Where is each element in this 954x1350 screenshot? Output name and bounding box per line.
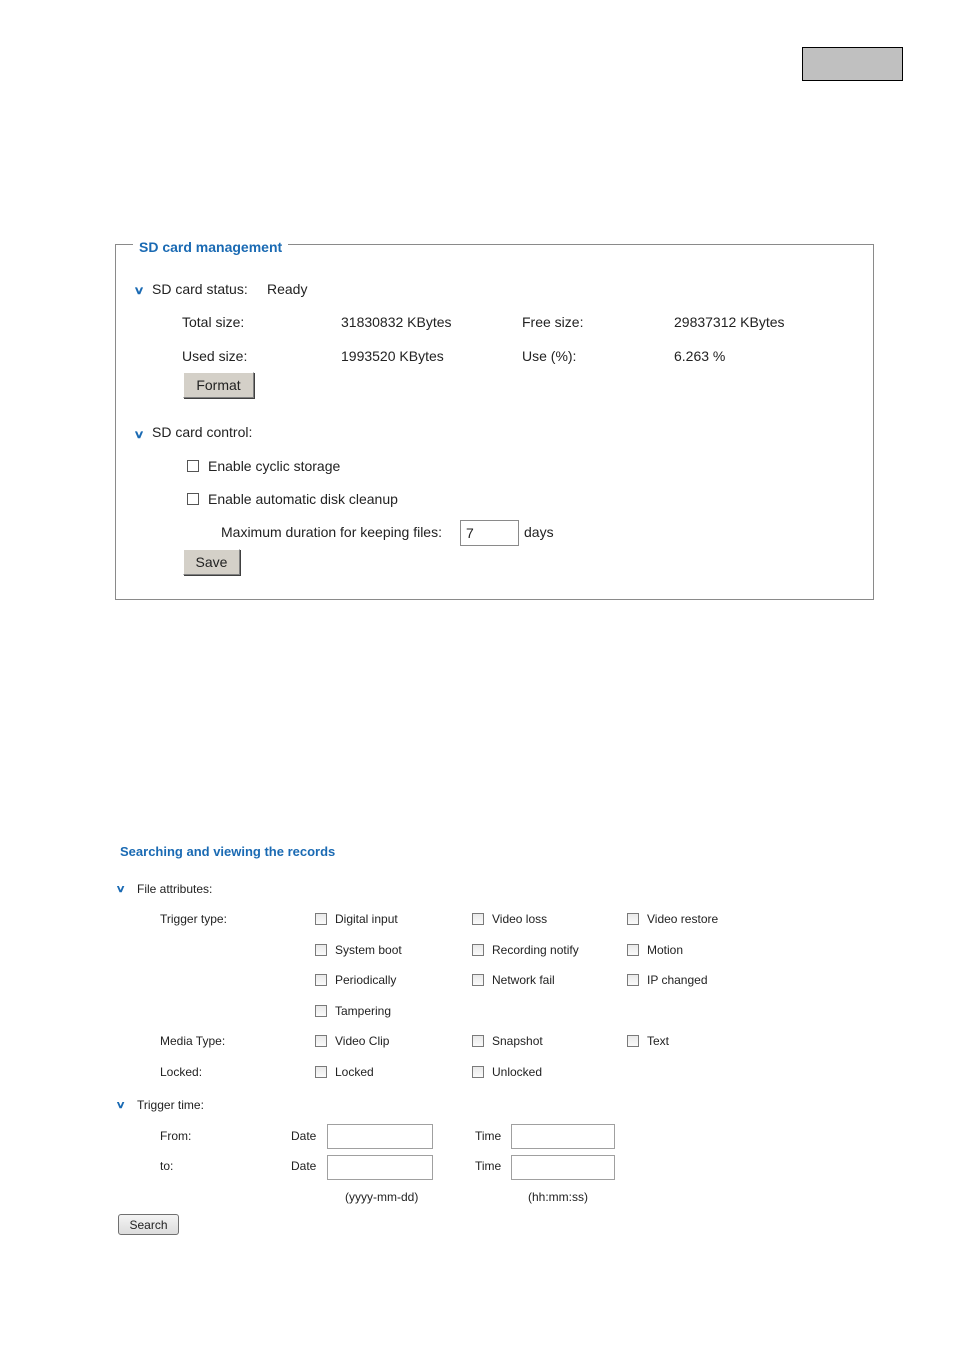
used-size-value: 1993520 KBytes bbox=[341, 348, 444, 364]
cyclic-storage-label: Enable cyclic storage bbox=[208, 458, 341, 474]
disk-cleanup-checkbox[interactable] bbox=[187, 493, 199, 505]
sd-panel-legend: SD card management bbox=[133, 239, 288, 255]
trigger-recording-notify-checkbox[interactable] bbox=[472, 944, 484, 956]
to-date-input[interactable] bbox=[327, 1155, 433, 1180]
cyclic-storage-checkbox[interactable] bbox=[187, 460, 199, 472]
from-date-input[interactable] bbox=[327, 1124, 433, 1149]
free-size-value: 29837312 KBytes bbox=[674, 314, 785, 330]
days-label: days bbox=[524, 524, 554, 540]
file-attributes-label: File attributes: bbox=[137, 882, 213, 896]
locked-option-label: Unlocked bbox=[492, 1065, 543, 1079]
time-format-hint: (hh:mm:ss) bbox=[528, 1190, 588, 1204]
trigger-type-label: Trigger type: bbox=[160, 912, 227, 926]
trigger-motion-checkbox[interactable] bbox=[627, 944, 639, 956]
sd-status-value: Ready bbox=[267, 281, 308, 297]
date-format-hint: (yyyy-mm-dd) bbox=[345, 1190, 419, 1204]
trigger-video-restore-checkbox[interactable] bbox=[627, 913, 639, 925]
locked-option-label: Locked bbox=[335, 1065, 374, 1079]
used-size-label: Used size: bbox=[182, 348, 248, 364]
trigger-option-label: System boot bbox=[335, 943, 402, 957]
locked-label: Locked: bbox=[160, 1065, 203, 1079]
to-time-label: Time bbox=[475, 1159, 502, 1173]
media-text-checkbox[interactable] bbox=[627, 1035, 639, 1047]
page-marker-box bbox=[802, 47, 903, 81]
total-size-label: Total size: bbox=[182, 314, 245, 330]
free-size-label: Free size: bbox=[522, 314, 584, 330]
from-time-input[interactable] bbox=[511, 1124, 615, 1149]
save-button[interactable]: Save bbox=[183, 549, 240, 575]
chevron-down-icon[interactable]: ∨ bbox=[115, 884, 126, 895]
trigger-option-label: Network fail bbox=[492, 973, 555, 987]
media-snapshot-checkbox[interactable] bbox=[472, 1035, 484, 1047]
trigger-option-label: Video restore bbox=[647, 912, 719, 926]
from-date-label: Date bbox=[291, 1129, 317, 1143]
trigger-network-fail-checkbox[interactable] bbox=[472, 974, 484, 986]
chevron-down-icon[interactable]: ∨ bbox=[115, 1100, 126, 1111]
disk-cleanup-label: Enable automatic disk cleanup bbox=[208, 491, 398, 507]
media-option-label: Text bbox=[647, 1034, 670, 1048]
total-size-value: 31830832 KBytes bbox=[341, 314, 452, 330]
media-option-label: Snapshot bbox=[492, 1034, 543, 1048]
trigger-option-label: Recording notify bbox=[492, 943, 579, 957]
trigger-ip-changed-checkbox[interactable] bbox=[627, 974, 639, 986]
sd-card-management-panel bbox=[115, 244, 874, 600]
trigger-video-loss-checkbox[interactable] bbox=[472, 913, 484, 925]
trigger-periodically-checkbox[interactable] bbox=[315, 974, 327, 986]
trigger-option-label: Tampering bbox=[335, 1004, 392, 1018]
from-time-label: Time bbox=[475, 1129, 502, 1143]
trigger-system-boot-checkbox[interactable] bbox=[315, 944, 327, 956]
media-video-clip-checkbox[interactable] bbox=[315, 1035, 327, 1047]
trigger-option-label: Motion bbox=[647, 943, 684, 957]
sd-status-label: SD card status: bbox=[152, 281, 248, 297]
chevron-down-icon[interactable]: ∨ bbox=[133, 285, 145, 297]
max-duration-label: Maximum duration for keeping files: bbox=[221, 524, 442, 540]
format-button[interactable]: Format bbox=[183, 372, 254, 398]
trigger-option-label: Video loss bbox=[492, 912, 548, 926]
trigger-digital-input-checkbox[interactable] bbox=[315, 913, 327, 925]
media-option-label: Video Clip bbox=[335, 1034, 390, 1048]
from-label: From: bbox=[160, 1129, 192, 1143]
to-time-input[interactable] bbox=[511, 1155, 615, 1180]
media-type-label: Media Type: bbox=[160, 1034, 226, 1048]
locked-checkbox[interactable] bbox=[315, 1066, 327, 1078]
sd-control-label: SD card control: bbox=[152, 424, 253, 440]
trigger-tampering-checkbox[interactable] bbox=[315, 1005, 327, 1017]
search-button[interactable]: Search bbox=[118, 1214, 179, 1235]
search-section-title: Searching and viewing the records bbox=[120, 844, 336, 859]
trigger-option-label: Periodically bbox=[335, 973, 397, 987]
trigger-time-label: Trigger time: bbox=[137, 1098, 204, 1112]
use-percent-label: Use (%): bbox=[522, 348, 577, 364]
to-date-label: Date bbox=[291, 1159, 317, 1173]
unlocked-checkbox[interactable] bbox=[472, 1066, 484, 1078]
max-duration-input[interactable] bbox=[460, 520, 519, 546]
chevron-down-icon[interactable]: ∨ bbox=[133, 429, 145, 441]
trigger-option-label: IP changed bbox=[647, 973, 708, 987]
trigger-option-label: Digital input bbox=[335, 912, 398, 926]
use-percent-value: 6.263 % bbox=[674, 348, 726, 364]
to-label: to: bbox=[160, 1159, 174, 1173]
